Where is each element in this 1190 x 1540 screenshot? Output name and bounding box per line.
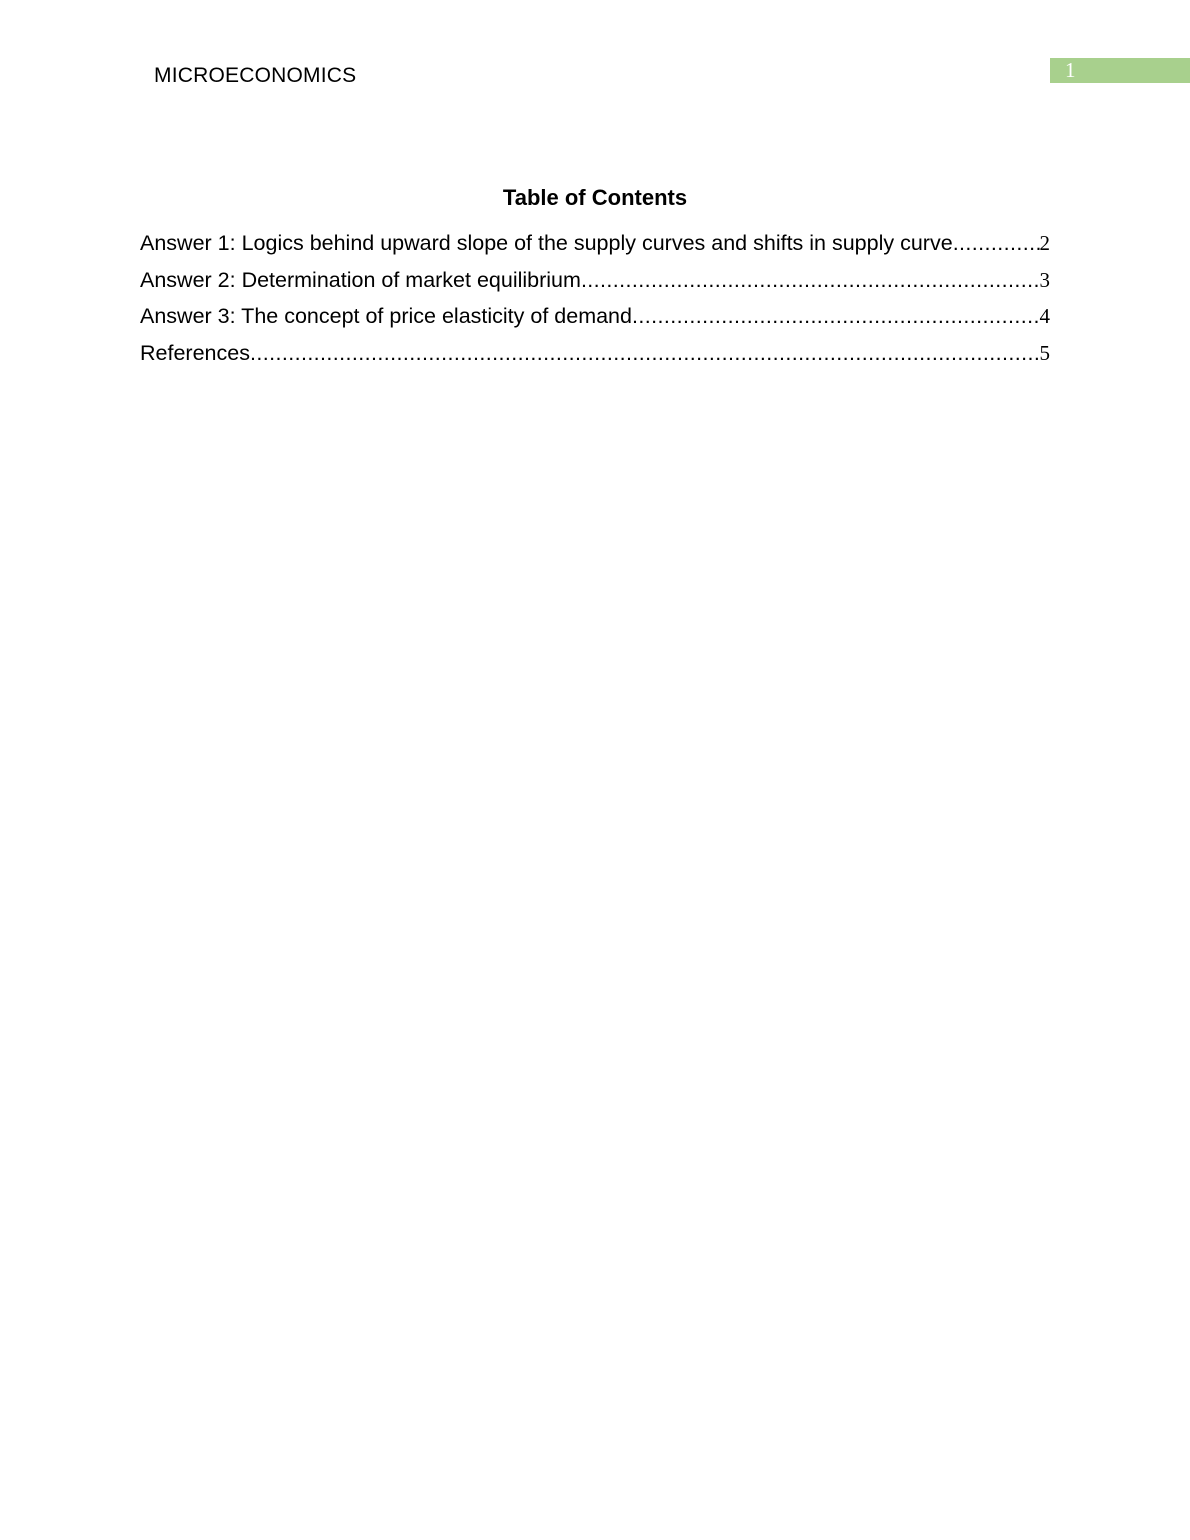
toc-dot-leader [632, 301, 1040, 331]
toc-entry-text[interactable]: Answer 3: The concept of price elasticity of demand [140, 304, 632, 328]
toc-entry[interactable] [140, 265, 1050, 302]
toc-title: Table of Contents [502, 185, 688, 210]
toc-dot-leader [953, 228, 1040, 258]
toc-dot-leader [581, 265, 1040, 295]
toc-entry[interactable] [140, 338, 1050, 375]
toc-entry-text[interactable]: References [140, 340, 250, 365]
toc-entry[interactable] [140, 228, 1050, 265]
toc-entry[interactable] [140, 301, 1050, 338]
page-number: 1 [1065, 58, 1076, 82]
page-number-box [1050, 58, 1190, 83]
toc-entry-page[interactable]: 3 [1039, 267, 1050, 292]
toc-entry-page[interactable]: 4 [1039, 304, 1050, 328]
toc-dot-leader [250, 338, 1040, 368]
toc-entry-text[interactable]: Answer 2: Determination of market equilibrium [140, 267, 581, 292]
toc-entry-text[interactable]: Answer 1: Logics behind upward slope of the supply curves and shifts in supply curve [140, 231, 953, 255]
running-head: MICROECONOMICS [154, 64, 357, 87]
toc-list [140, 228, 1050, 374]
toc-entry-page[interactable]: 5 [1039, 340, 1050, 365]
toc-entry-page[interactable]: 2 [1039, 231, 1050, 255]
